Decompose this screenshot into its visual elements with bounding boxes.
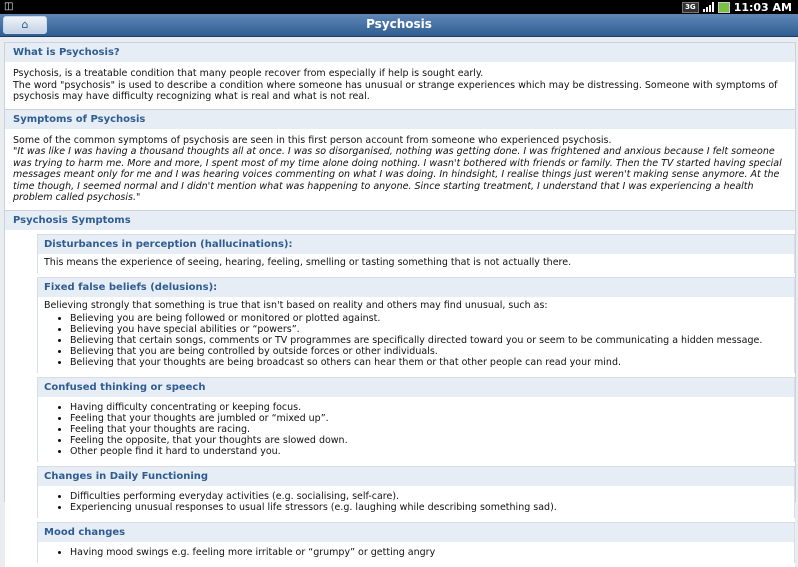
list-item: • Having mood swings e.g. feeling more irritable or “grumpy” or getting angry	[70, 547, 788, 558]
list-item: • Having difficulty concentrating or keeping focus.	[70, 402, 788, 413]
section-body-what-is-psychosis	[5, 62, 795, 109]
list-item: • Experiencing unusual responses to usual life stressors (e.g. laughing while describing something sad).	[70, 502, 788, 513]
home-icon: ⌂	[21, 18, 29, 31]
subsection-heading-hallucinations: Disturbances in perception (hallucinations):	[37, 234, 795, 254]
paragraph: Believing strongly that something is true that isn't based on reality and others may find unusual, such as:	[44, 299, 548, 311]
paragraph: This means the experience of seeing, hearing, feeling, smelling or tasting something that is not actually there.	[44, 256, 572, 268]
paragraph: The word "psychosis" is used to describe a condition where someone has unusual or strange experiences which may be distressing. Someone with symptoms of psychosis may have difficulty recognizing what is real and what is not real.	[13, 79, 778, 102]
paragraph: Some of the common symptoms of psychosis are seen in this first person account from someone who experienced psychosis.	[13, 134, 612, 146]
list-item: • Believing that you are being controlled by outside forces or other individuals.	[70, 346, 788, 357]
list-item: • Feeling that your thoughts are racing.	[70, 424, 788, 435]
list-item: • Believing you have special abilities or “powers”.	[70, 324, 788, 335]
bullet-list	[44, 313, 788, 368]
section-heading-psychosis-symptoms: Psychosis Symptoms	[5, 210, 795, 230]
section-body-psychosis-symptoms	[5, 230, 795, 567]
section-body-symptoms	[5, 129, 795, 210]
list-item: • Believing that certain songs, comments or TV programmes are specifically directed toward you or seem to be communicating a hidden message.	[70, 335, 788, 346]
list-item: • Believing you are being followed or monitored or plotted against.	[70, 313, 788, 324]
subsection-heading-confused-thinking: Confused thinking or speech	[37, 377, 795, 397]
list-item: • Feeling that your thoughts are jumbled or “mixed up”.	[70, 413, 788, 424]
subsection-body-delusions	[37, 297, 795, 373]
subsection-body-mood-changes	[37, 542, 795, 563]
section-heading-what-is-psychosis: What is Psychosis?	[5, 43, 795, 62]
paragraph: Psychosis, is a treatable condition that many people recover from especially if help is sought early.	[13, 68, 484, 79]
subsection-body-daily-functioning	[37, 486, 795, 518]
status-time: 11:03 AM	[733, 0, 792, 14]
page-title: Psychosis	[366, 17, 432, 31]
network-type-badge: 3G	[682, 2, 699, 13]
subsection-heading-delusions: Fixed false beliefs (delusions):	[37, 277, 795, 297]
subsection-body-confused-thinking	[37, 397, 795, 462]
list-item: • Believing that your thoughts are being broadcast so others can hear them or that other people can read your mind.	[70, 357, 788, 368]
section-heading-symptoms: Symptoms of Psychosis	[5, 109, 795, 129]
list-item: • Other people find it hard to understand you.	[70, 446, 788, 457]
list-item: • Feeling the opposite, that your thoughts are slowed down.	[70, 435, 788, 446]
title-bar	[0, 14, 798, 37]
status-bar	[0, 0, 798, 14]
bullet-list	[44, 547, 788, 558]
usb-icon: ◫	[4, 1, 14, 12]
subsection-heading-daily-functioning: Changes in Daily Functioning	[37, 466, 795, 486]
bullet-list	[44, 491, 788, 513]
list-item: • Difficulties performing everyday activities (e.g. socialising, self-care).	[70, 491, 788, 502]
subsection-body-hallucinations	[37, 254, 795, 273]
bullet-list	[44, 402, 788, 457]
signal-icon	[703, 2, 714, 12]
quote: "It was like I was having a thousand thoughts all at once. I was so disorganised, nothing was getting done. I was frightened and anxious because I felt someone was trying to harm me. More and more, I spent most of my time alone doing nothing. I wasn't bothered with friends or family. Then the TV started having special messages meant only for me and I was hearing voices commenting on what I was doing. In hindsight, I realise things just weren't making sense anymore. At the time though, I seemed normal and I didn't mention what was happening to anyone. Since starting treatment, I understand that I was experiencing a health problem called psychosis."	[13, 146, 782, 203]
battery-icon	[718, 2, 730, 13]
article-content[interactable]	[4, 42, 796, 558]
subsection-heading-mood-changes: Mood changes	[37, 522, 795, 542]
